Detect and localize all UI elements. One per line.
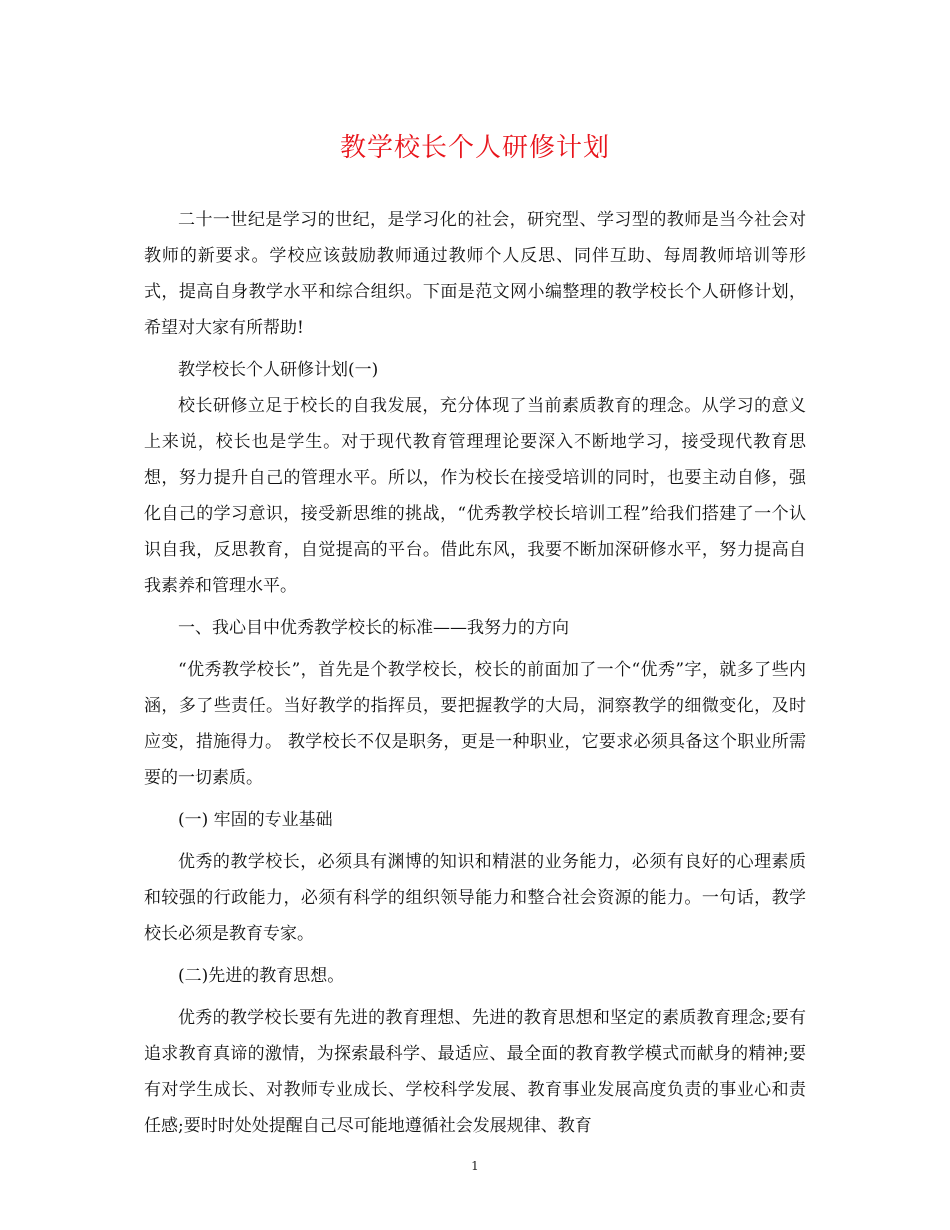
subsection-heading-foundation: (一) 牢固的专业基础 <box>178 810 333 830</box>
page-number: 1 <box>471 1159 479 1173</box>
section-heading-plan-one: 教学校长个人研修计划(一) <box>178 360 379 380</box>
body-paragraph: “优秀教学校长”，首先是个教学校长，校长的前面加了一个“优秀”字，就多了些内涵，多了些责任。当好教学的指挥员，要把握教学的大局，洞察教学的细微变化，及时应变，措施得力。 教学校长不仅是职务，更是一种职业，它要求必须具备这个职业所需要的一切素质。 <box>144 660 806 788</box>
document-title: 教学校长个人研修计划 <box>339 133 610 163</box>
body-paragraph: 优秀的教学校长，必须具有渊博的知识和精湛的业务能力，必须有良好的心理素质和较强的行政能力，必须有科学的组织领导能力和整合社会资源的能力。一句话，教学校长必须是教育专家。 <box>144 852 806 944</box>
section-heading-standard: 一、我心目中优秀教学校长的标准——我努力的方向 <box>178 618 569 638</box>
body-paragraph: 优秀的教学校长要有先进的教育理想、先进的教育思想和坚定的素质教育理念;要有追求教育真谛的激情，为探索最科学、最适应、最全面的教育教学模式而献身的精神;要有对学生成长、对教师专业成长、学校科学发展、教育事业发展高度负责的事业心和责任感;要时时处处提醒自己尽可能地遵循社会发展规律、教育 <box>144 1008 806 1136</box>
document-body <box>144 202 806 1144</box>
intro-paragraph: 二十一世纪是学习的世纪，是学习化的社会，研究型、学习型的教师是当今社会对教师的新要求。学校应该鼓励教师通过教师个人反思、同伴互助、每周教师培训等形式，提高自身教学水平和综合组织。下面是范文网小编整理的教学校长个人研修计划，希望对大家有所帮助! <box>144 210 806 338</box>
subsection-heading-thought: (二)先进的教育思想。 <box>178 966 345 986</box>
body-paragraph: 校长研修立足于校长的自我发展，充分体现了当前素质教育的理念。从学习的意义上来说，校长也是学生。对于现代教育管理理论要深入不断地学习，接受现代教育思想，努力提升自己的管理水平。所以，作为校长在接受培训的同时，也要主动自修，强化自己的学习意识，接受新思维的挑战，“优秀教学校长培训工程”给我们搭建了一个认识自我，反思教育，自觉提高的平台。借此东风，我要不断加深研修水平，努力提高自我素养和管理水平。 <box>144 396 806 596</box>
